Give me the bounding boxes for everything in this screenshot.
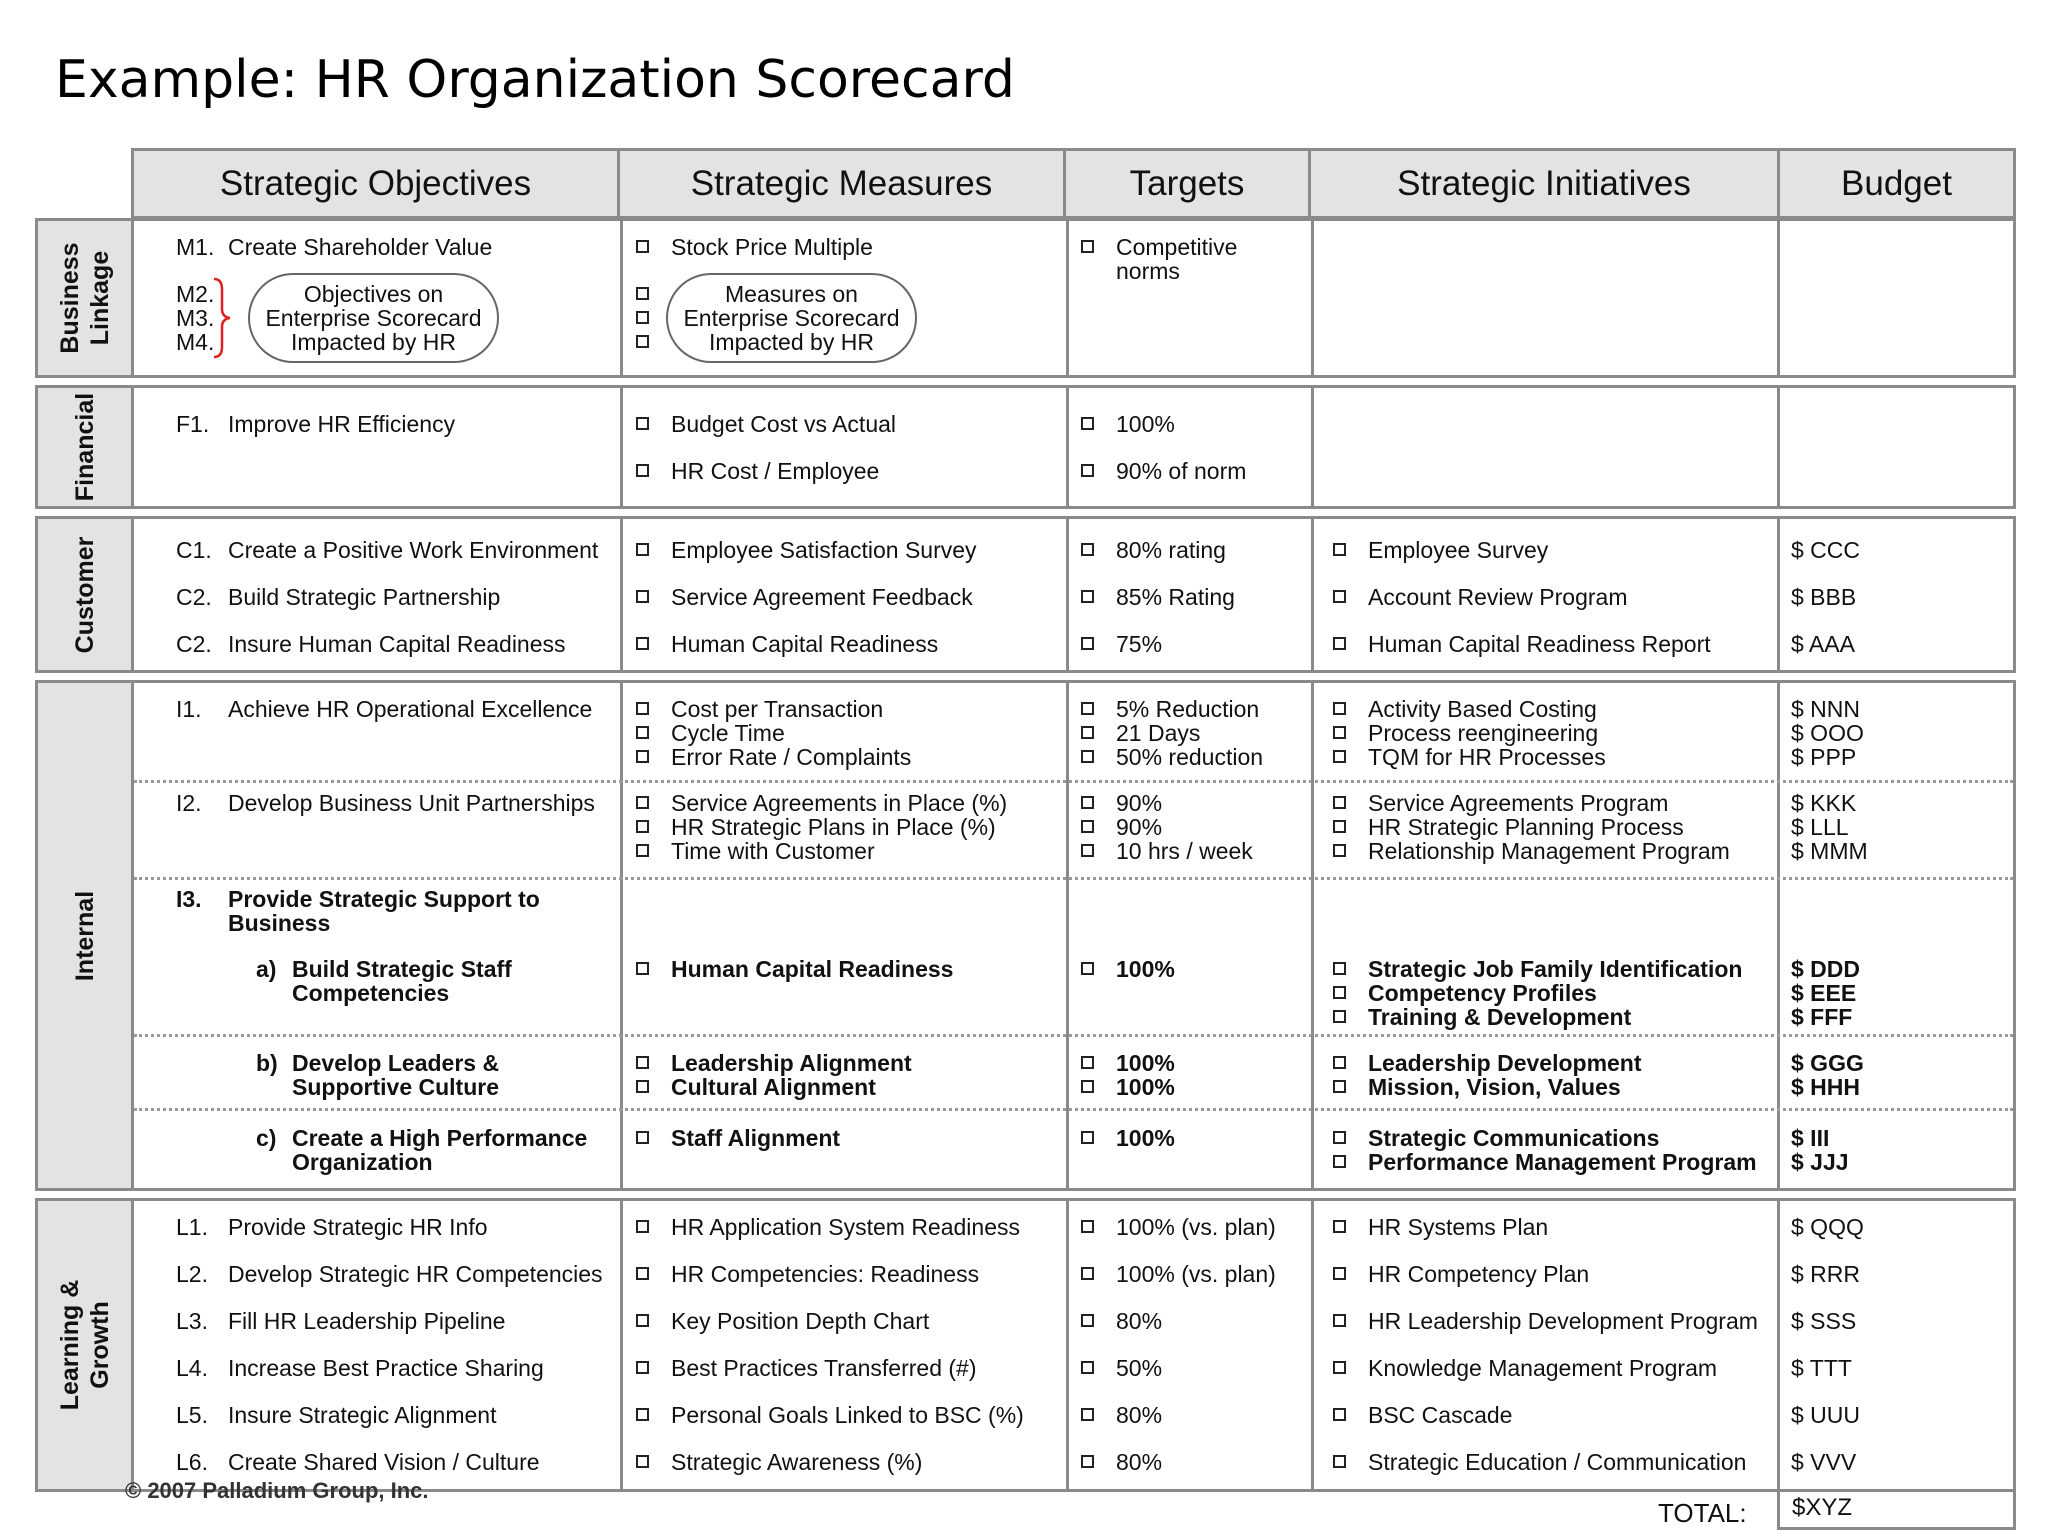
checkbox xyxy=(1333,1408,1346,1421)
initiative-text: Activity Based Costing xyxy=(1368,696,1597,722)
objective-text: Insure Human Capital Readiness xyxy=(228,631,566,657)
budget-text: $ JJJ xyxy=(1791,1149,1849,1175)
band-financial xyxy=(35,385,2016,509)
checkbox xyxy=(1081,1408,1094,1421)
objective-text: Improve HR Efficiency xyxy=(228,411,456,437)
objective-code: M4. xyxy=(176,329,215,355)
checkbox xyxy=(636,1455,649,1468)
objective-text: Create Shared Vision / Culture xyxy=(228,1449,540,1475)
budget-text: $ III xyxy=(1791,1125,1830,1151)
checkbox xyxy=(1333,844,1346,857)
sub-objective-text: Build Strategic Staff Competencies xyxy=(292,956,512,1006)
sub-objective-code: c) xyxy=(256,1125,277,1151)
target-text: Competitive norms xyxy=(1116,234,1238,284)
checkbox xyxy=(636,590,649,603)
initiative-text: Strategic Communications xyxy=(1368,1125,1660,1151)
band-label-text: Financial xyxy=(70,392,99,502)
target-text: 100% xyxy=(1116,956,1175,982)
budget-text: $ KKK xyxy=(1791,790,1857,816)
initiative-text: HR Strategic Planning Process xyxy=(1368,814,1684,840)
checkbox xyxy=(1333,1155,1346,1168)
checkbox xyxy=(636,311,649,324)
measure-text: HR Application System Readiness xyxy=(671,1214,1020,1240)
total-value: $XYZ xyxy=(1777,1490,2016,1530)
checkbox xyxy=(1081,240,1094,253)
brace-icon xyxy=(210,277,234,359)
initiative-text: HR Competency Plan xyxy=(1368,1261,1590,1287)
header-measures: Strategic Measures xyxy=(617,148,1066,219)
band-label xyxy=(38,519,134,670)
band-label-text: Business Linkage xyxy=(55,242,114,354)
measure-text: Staff Alignment xyxy=(671,1125,841,1151)
checkbox xyxy=(1081,1080,1094,1093)
objective-code: I3. xyxy=(176,886,202,912)
measure-text: Error Rate / Complaints xyxy=(671,744,912,770)
measure-text: Budget Cost vs Actual xyxy=(671,411,897,437)
checkbox xyxy=(636,543,649,556)
sub-objective-text: Develop Leaders & Supportive Culture xyxy=(292,1050,500,1100)
checkbox xyxy=(1081,464,1094,477)
band-customer xyxy=(35,516,2016,673)
checkbox xyxy=(1333,726,1346,739)
measures-pill: Measures on Enterprise Scorecard Impacted by HR xyxy=(666,273,917,363)
checkbox xyxy=(1081,1314,1094,1327)
objectives-pill: Objectives on Enterprise Scorecard Impacted by HR xyxy=(248,273,499,363)
checkbox xyxy=(636,240,649,253)
measure-text: Service Agreement Feedback xyxy=(671,584,973,610)
checkbox xyxy=(636,637,649,650)
measure-text: Time with Customer xyxy=(671,838,875,864)
target-text: 100% (vs. plan) xyxy=(1116,1214,1276,1240)
checkbox xyxy=(1333,1361,1346,1374)
checkbox xyxy=(636,287,649,300)
target-text: 80% xyxy=(1116,1449,1163,1475)
checkbox xyxy=(636,750,649,763)
checkbox xyxy=(636,335,649,348)
checkbox xyxy=(1333,962,1346,975)
band-internal xyxy=(35,680,2016,1191)
initiative-text: Mission, Vision, Values xyxy=(1368,1074,1621,1100)
checkbox xyxy=(1081,1131,1094,1144)
measure-text: HR Strategic Plans in Place (%) xyxy=(671,814,996,840)
checkbox xyxy=(1333,796,1346,809)
checkbox xyxy=(636,1267,649,1280)
objective-text: Develop Business Unit Partnerships xyxy=(228,790,595,816)
target-text: 90% of norm xyxy=(1116,458,1247,484)
initiative-text: Strategic Job Family Identification xyxy=(1368,956,1743,982)
initiative-text: Competency Profiles xyxy=(1368,980,1597,1006)
total-label: TOTAL: xyxy=(1658,1498,1747,1528)
checkbox xyxy=(1081,543,1094,556)
band-label xyxy=(38,221,134,375)
target-text: 50% xyxy=(1116,1355,1163,1381)
target-text: 90% xyxy=(1116,790,1163,816)
checkbox xyxy=(636,726,649,739)
target-text: 100% xyxy=(1116,1125,1175,1151)
objective-code: L6. xyxy=(176,1449,208,1475)
objective-text: Provide Strategic HR Info xyxy=(228,1214,488,1240)
initiative-text: Relationship Management Program xyxy=(1368,838,1730,864)
objective-code: I2. xyxy=(176,790,202,816)
checkbox xyxy=(1333,1010,1346,1023)
band-label xyxy=(38,683,134,1188)
target-text: 75% xyxy=(1116,631,1163,657)
checkbox xyxy=(1081,1220,1094,1233)
budget-text: $ FFF xyxy=(1791,1004,1853,1030)
checkbox xyxy=(636,1080,649,1093)
checkbox xyxy=(1081,702,1094,715)
budget-text: $ RRR xyxy=(1791,1261,1861,1287)
checkbox xyxy=(636,820,649,833)
measure-text: HR Cost / Employee xyxy=(671,458,880,484)
checkbox xyxy=(1081,637,1094,650)
target-text: 21 Days xyxy=(1116,720,1201,746)
band-label-text: Internal xyxy=(70,890,99,981)
initiative-text: Account Review Program xyxy=(1368,584,1628,610)
checkbox xyxy=(1333,1455,1346,1468)
measure-text: Human Capital Readiness xyxy=(671,631,939,657)
band-business-linkage xyxy=(35,218,2016,378)
measure-text: Human Capital Readiness xyxy=(671,956,954,982)
target-text: 80% rating xyxy=(1116,537,1226,563)
budget-text: $ EEE xyxy=(1791,980,1857,1006)
checkbox xyxy=(1333,1314,1346,1327)
checkbox xyxy=(1333,1220,1346,1233)
initiative-text: HR Systems Plan xyxy=(1368,1214,1549,1240)
measure-text: Key Position Depth Chart xyxy=(671,1308,930,1334)
checkbox xyxy=(1333,820,1346,833)
header-initiatives: Strategic Initiatives xyxy=(1308,148,1780,219)
initiative-text: HR Leadership Development Program xyxy=(1368,1308,1758,1334)
objective-code: L5. xyxy=(176,1402,208,1428)
measure-text: Cost per Transaction xyxy=(671,696,884,722)
initiative-text: Performance Management Program xyxy=(1368,1149,1757,1175)
checkbox xyxy=(636,962,649,975)
band-label xyxy=(38,388,134,506)
checkbox xyxy=(636,796,649,809)
target-text: 80% xyxy=(1116,1308,1163,1334)
objective-code: C2. xyxy=(176,584,212,610)
initiative-text: Process reengineering xyxy=(1368,720,1599,746)
checkbox xyxy=(1081,750,1094,763)
target-text: 100% xyxy=(1116,1074,1175,1100)
sub-objective-text: Create a High Performance Organization xyxy=(292,1125,588,1175)
budget-text: $ UUU xyxy=(1791,1402,1861,1428)
header-budget: Budget xyxy=(1777,148,2016,219)
initiative-text: Employee Survey xyxy=(1368,537,1549,563)
checkbox xyxy=(1333,543,1346,556)
target-text: 5% Reduction xyxy=(1116,696,1260,722)
checkbox xyxy=(1081,590,1094,603)
budget-text: $ BBB xyxy=(1791,584,1857,610)
budget-text: $ QQQ xyxy=(1791,1214,1864,1240)
checkbox xyxy=(636,702,649,715)
checkbox xyxy=(1081,844,1094,857)
band-label-text: Learning & Growth xyxy=(55,1279,114,1411)
budget-text: $ GGG xyxy=(1791,1050,1864,1076)
target-text: 90% xyxy=(1116,814,1163,840)
initiative-text: Service Agreements Program xyxy=(1368,790,1669,816)
checkbox xyxy=(1333,1131,1346,1144)
target-text: 80% xyxy=(1116,1402,1163,1428)
target-text: 10 hrs / week xyxy=(1116,838,1253,864)
band-label-text: Customer xyxy=(70,536,99,653)
objective-code: M1. xyxy=(176,234,215,260)
objective-code: I1. xyxy=(176,696,202,722)
checkbox xyxy=(636,1220,649,1233)
page-title: Example: HR Organization Scorecard xyxy=(55,50,1015,110)
measure-text: HR Competencies: Readiness xyxy=(671,1261,980,1287)
budget-text: $ VVV xyxy=(1791,1449,1857,1475)
objective-code: L3. xyxy=(176,1308,208,1334)
checkbox xyxy=(636,844,649,857)
objective-text: Insure Strategic Alignment xyxy=(228,1402,497,1428)
objective-code: C2. xyxy=(176,631,212,657)
checkbox xyxy=(1081,726,1094,739)
checkbox xyxy=(1333,637,1346,650)
measure-text: Cycle Time xyxy=(671,720,785,746)
objective-text: Fill HR Leadership Pipeline xyxy=(228,1308,506,1334)
objective-text: Create a Positive Work Environment xyxy=(228,537,599,563)
sub-objective-code: a) xyxy=(256,956,277,982)
checkbox xyxy=(636,417,649,430)
sub-objective-code: b) xyxy=(256,1050,278,1076)
objective-code: L2. xyxy=(176,1261,208,1287)
measure-text: Leadership Alignment xyxy=(671,1050,912,1076)
budget-text: $ AAA xyxy=(1791,631,1855,657)
checkbox xyxy=(1333,1080,1346,1093)
target-text: 85% Rating xyxy=(1116,584,1235,610)
checkbox xyxy=(636,464,649,477)
initiative-text: Knowledge Management Program xyxy=(1368,1355,1718,1381)
target-text: 50% reduction xyxy=(1116,744,1264,770)
header-objectives: Strategic Objectives xyxy=(131,148,620,219)
target-text: 100% xyxy=(1116,1050,1175,1076)
checkbox xyxy=(636,1361,649,1374)
objective-text: Increase Best Practice Sharing xyxy=(228,1355,544,1381)
budget-text: $ DDD xyxy=(1791,956,1861,982)
initiative-text: Training & Development xyxy=(1368,1004,1632,1030)
objective-code: L1. xyxy=(176,1214,208,1240)
measure-text: Personal Goals Linked to BSC (%) xyxy=(671,1402,1024,1428)
initiative-text: TQM for HR Processes xyxy=(1368,744,1606,770)
budget-text: $ CCC xyxy=(1791,537,1861,563)
checkbox xyxy=(1333,986,1346,999)
measure-text: Stock Price Multiple xyxy=(671,234,873,260)
budget-text: $ MMM xyxy=(1791,838,1868,864)
checkbox xyxy=(1081,820,1094,833)
measure-text: Service Agreements in Place (%) xyxy=(671,790,1008,816)
measure-text: Best Practices Transferred (#) xyxy=(671,1355,977,1381)
checkbox xyxy=(1333,702,1346,715)
budget-text: $ SSS xyxy=(1791,1308,1857,1334)
objective-code: L4. xyxy=(176,1355,208,1381)
budget-text: $ OOO xyxy=(1791,720,1864,746)
budget-text: $ TTT xyxy=(1791,1355,1852,1381)
objective-code: C1. xyxy=(176,537,212,563)
checkbox xyxy=(1081,1267,1094,1280)
band-learning-growth xyxy=(35,1198,2016,1492)
objective-text: Develop Strategic HR Competencies xyxy=(228,1261,603,1287)
target-text: 100% xyxy=(1116,411,1175,437)
checkbox xyxy=(636,1056,649,1069)
budget-text: $ NNN xyxy=(1791,696,1861,722)
budget-text: $ LLL xyxy=(1791,814,1849,840)
objective-text: Achieve HR Operational Excellence xyxy=(228,696,593,722)
checkbox xyxy=(636,1408,649,1421)
initiative-text: Strategic Education / Communication xyxy=(1368,1449,1747,1475)
budget-text: $ HHH xyxy=(1791,1074,1861,1100)
objective-code: M2. xyxy=(176,281,215,307)
initiative-text: Leadership Development xyxy=(1368,1050,1642,1076)
measure-text: Employee Satisfaction Survey xyxy=(671,537,977,563)
objective-code: F1. xyxy=(176,411,210,437)
checkbox xyxy=(1081,1455,1094,1468)
checkbox xyxy=(636,1131,649,1144)
objective-text: Create Shareholder Value xyxy=(228,234,493,260)
checkbox xyxy=(1081,417,1094,430)
checkbox xyxy=(1333,590,1346,603)
target-text: 100% (vs. plan) xyxy=(1116,1261,1276,1287)
objective-text: Build Strategic Partnership xyxy=(228,584,501,610)
initiative-text: Human Capital Readiness Report xyxy=(1368,631,1711,657)
checkbox xyxy=(1081,796,1094,809)
checkbox xyxy=(1081,962,1094,975)
budget-text: $ PPP xyxy=(1791,744,1857,770)
checkbox xyxy=(1081,1056,1094,1069)
measure-text: Cultural Alignment xyxy=(671,1074,876,1100)
initiative-text: BSC Cascade xyxy=(1368,1402,1513,1428)
band-label xyxy=(38,1201,134,1489)
objective-code: M3. xyxy=(176,305,215,331)
checkbox xyxy=(1081,1361,1094,1374)
copyright: © 2007 Palladium Group, Inc. xyxy=(125,1478,429,1503)
checkbox xyxy=(636,1314,649,1327)
measure-text: Strategic Awareness (%) xyxy=(671,1449,923,1475)
objective-text: Provide Strategic Support to Business xyxy=(228,886,540,936)
header-targets: Targets xyxy=(1063,148,1311,219)
checkbox xyxy=(1333,1056,1346,1069)
checkbox xyxy=(1333,1267,1346,1280)
checkbox xyxy=(1333,750,1346,763)
